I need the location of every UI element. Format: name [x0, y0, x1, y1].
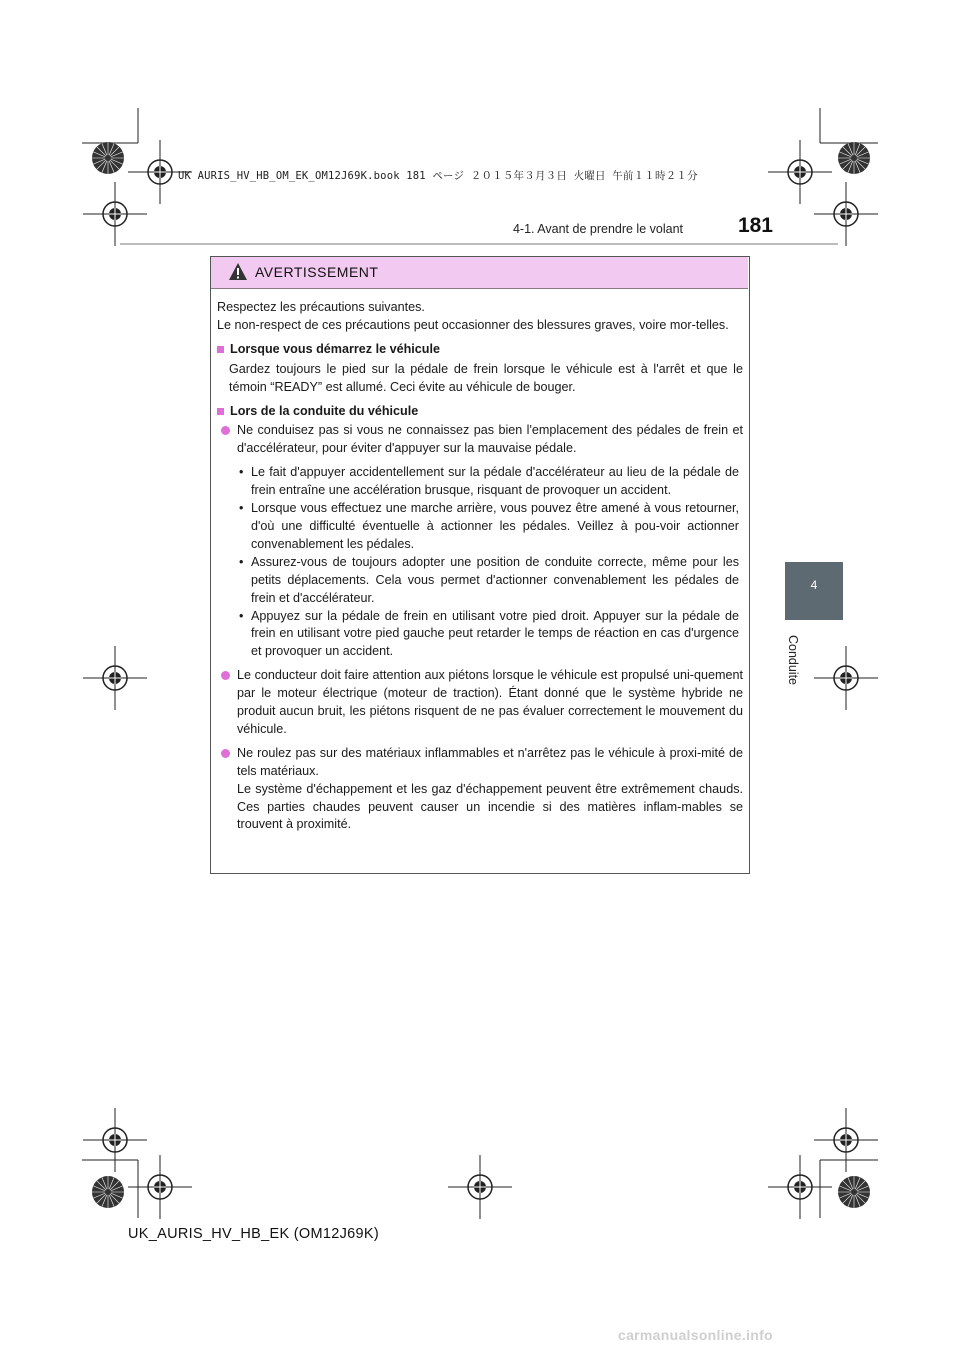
square-bullet-icon — [217, 346, 224, 353]
circle-bullet-icon — [221, 671, 230, 680]
chapter-name: Conduite — [786, 634, 800, 686]
section-title: 4-1. Avant de prendre le volant — [512, 222, 683, 236]
warning-box — [210, 256, 750, 874]
intro-line-1: Respectez les précautions suivantes. — [217, 300, 425, 314]
section-heading-start: Lorsque vous démarrez le véhicule — [217, 341, 743, 359]
sub-list-item: • Lorsque vous effectuez une marche arrière, vous pouvez être amené à vous retourner, d'où une difficulté éventuelle à actionner les pédales. Veillez à pou-voir actionner convenablement les pédales. — [239, 501, 739, 551]
warning-header — [211, 257, 748, 289]
header-rule — [120, 243, 838, 245]
section-start-text: Gardez toujours le pied sur la pédale de frein lorsque le véhicule est à l'arrêt et que le témoin “READY” est allumé. Ceci évite au véhicule de bouger. — [229, 361, 743, 394]
warning-triangle-icon — [228, 262, 248, 281]
circle-bullet-icon — [221, 749, 230, 758]
square-bullet-icon — [217, 408, 224, 415]
sub-list-item: • Assurez-vous de toujours adopter une position de conduite correcte, même pour les petits déplacements. Cela vous permet d'actionner convenablement les pédales de frein et d'accélérateur. — [239, 554, 739, 605]
chapter-number: 4 — [810, 578, 818, 592]
watermark: carmanualsonline.info — [618, 1327, 773, 1343]
warning-title: AVERTISSEMENT — [255, 264, 379, 280]
list-item: Ne conduisez pas si vous ne connaissez pas bien l'emplacement des pédales de frein et d'accélérateur, pour éviter d'appuyer sur la mauvaise pédale. — [217, 422, 743, 458]
list-item: Le conducteur doit faire attention aux piétons lorsque le véhicule est propulsé uni-quement par le moteur électrique (moteur de traction). Étant donné que le système hybride ne produit aucun bruit, les piétons risquent de ne pas évaluer correctement le mouvement du véhicule. — [217, 667, 743, 739]
sub-list-item: • Appuyez sur la pédale de frein en utilisant votre pied droit. Appuyer sur la pédale de frein en utilisant votre pied gauche peut retarder le temps de réaction en cas d'urgence et provoquer un accident. — [239, 608, 739, 659]
warning-body — [217, 299, 743, 840]
chapter-tab — [785, 562, 843, 620]
section-heading-driving: Lors de la conduite du véhicule — [217, 403, 743, 421]
list-item: Ne roulez pas sur des matériaux inflammables et n'arrêtez pas le véhicule à proxi-mité de tels matériaux. Le système d'échappement et les gaz d'échappement peuvent être extrêmement chauds. Ces parties chaudes peuvent causer un incendie si des matières inflam-mables se trouvent à proximité. — [217, 745, 743, 835]
sub-list-item: • Le fait d'appuyer accidentellement sur la pédale d'accélérateur au lieu de la pédale de frein entraîne une accélération brusque, risquant de provoquer un accident. — [239, 465, 739, 498]
sub-bullet-list — [217, 464, 743, 661]
model-code: UK_AURIS_HV_HB_EK (OM12J69K) — [128, 1226, 379, 1242]
circle-bullet-icon — [221, 426, 230, 435]
page-number: 181 — [737, 214, 773, 237]
book-info-line: UK AURIS_HV_HB_OM_EK_OM12J69K.book 181 ページ ２０１５年３月３日 火曜日 午前１１時２１分 — [178, 170, 698, 182]
intro-line-2: Le non-respect de ces précautions peut occasionner des blessures graves, voire mor-telles. — [217, 317, 729, 332]
